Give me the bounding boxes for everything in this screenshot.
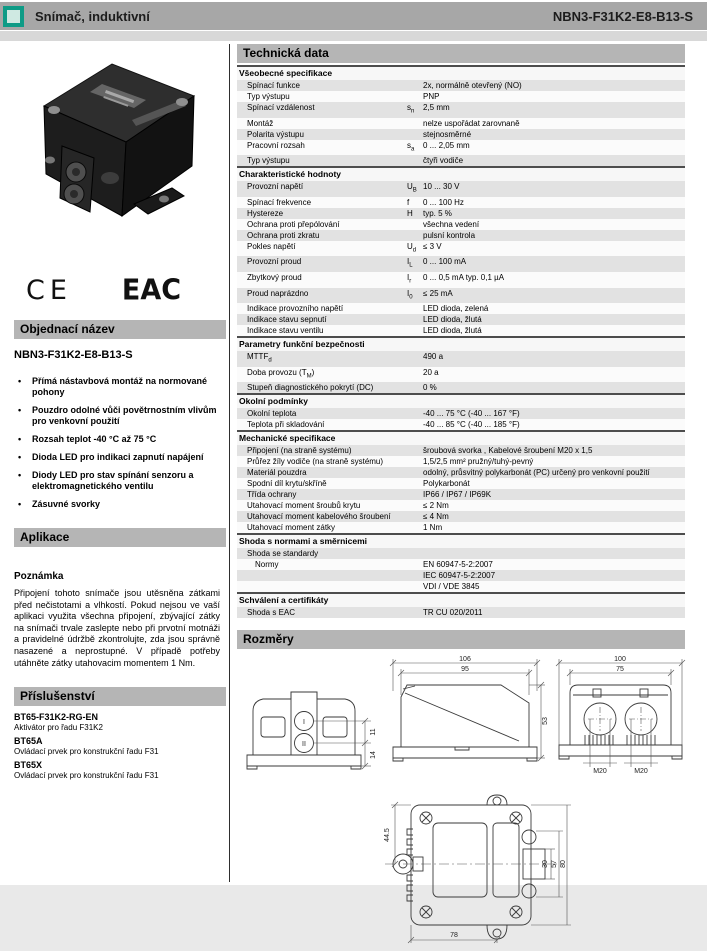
table-row [237, 559, 685, 570]
row-value: čtyři vodiče [423, 156, 464, 166]
table-row [237, 456, 685, 467]
row-label: Polarita výstupu [247, 129, 304, 139]
svg-text:M20: M20 [593, 768, 607, 776]
table-section-header: Parametry funkční bezpečnosti [237, 336, 685, 351]
row-value: -40 ... 85 °C (-40 ... 185 °F) [423, 420, 520, 430]
row-value: 0 ... 2,05 mm [423, 140, 470, 150]
row-label: Utahovací moment šroubů krytu [247, 501, 361, 511]
row-value: ≤ 3 V [423, 241, 442, 251]
row-label: Spínací vzdálenost [247, 103, 315, 112]
row-label: Hystereze [247, 208, 284, 218]
row-symbol [407, 522, 421, 533]
table-row [237, 511, 685, 522]
svg-text:14: 14 [370, 751, 377, 760]
row-symbol: $I_0$ [407, 288, 413, 301]
row-symbol [407, 607, 421, 618]
row-label [237, 570, 407, 581]
note-title: Poznámka [14, 571, 64, 582]
row-label: Ochrana proti zkratu [247, 230, 320, 240]
row-label: Utahovací moment zátky [247, 523, 336, 533]
row-value: LED dioda, žlutá [423, 326, 482, 336]
brand-logo-icon [3, 6, 24, 27]
table-row [237, 155, 685, 166]
table-row [237, 102, 685, 118]
table-row [237, 489, 685, 500]
accessory-description: Ovládací prvek pro konstrukční řadu F31 [14, 771, 159, 781]
page-title: Snímač, induktivní [35, 8, 150, 24]
row-value: ≤ 25 mA [423, 288, 453, 298]
row-symbol [407, 559, 421, 570]
table-row [237, 522, 685, 533]
row-symbol: $I_r$ [407, 272, 412, 285]
table-row [237, 607, 685, 618]
accessory-code: BT65X [14, 760, 43, 771]
row-value: PNP [423, 92, 440, 101]
row-label: Ochrana proti přepólování [247, 219, 340, 229]
row-label: Provozní proud [247, 257, 302, 267]
svg-text:M20: M20 [634, 768, 648, 776]
row-symbol [407, 467, 421, 478]
row-label: Typ výstupu [247, 92, 290, 101]
ordering-code: NBN3-F31K2-E8-B13-S [14, 349, 133, 361]
feature-item: • Diody LED pro stav spínání senzoru a elektromagnetického ventilu [16, 470, 226, 492]
table-row [237, 581, 685, 592]
row-value: VDI / VDE 3845 [423, 582, 480, 592]
row-value: typ. 5 % [423, 208, 452, 218]
row-symbol [407, 118, 421, 129]
accessory-code: BT65-F31K2-RG-EN [14, 712, 99, 723]
row-label: Materiál pouzdra [247, 468, 307, 478]
svg-text:106: 106 [459, 656, 471, 664]
row-symbol [407, 80, 421, 91]
table-row [237, 500, 685, 511]
row-symbol [407, 478, 421, 489]
row-value: pulsní kontrola [423, 230, 476, 240]
row-value: stejnosměrné [423, 129, 472, 139]
section-heading-ordering: Objednací název [14, 320, 226, 339]
table-row [237, 367, 685, 383]
row-value: 20 a [423, 367, 439, 377]
row-symbol: $U_B$ [407, 182, 417, 194]
row-value: všechna vedení [423, 219, 480, 229]
row-label: Normy [255, 560, 279, 570]
row-label: Provozní napětí [247, 182, 304, 192]
svg-text:30: 30 [542, 860, 549, 869]
row-symbol [407, 230, 421, 241]
table-row [237, 230, 685, 241]
feature-item: • Zásuvné svorky [16, 499, 226, 510]
row-symbol [407, 511, 421, 522]
row-symbol [407, 548, 421, 559]
row-symbol [407, 408, 421, 419]
row-symbol [407, 500, 421, 511]
table-row [237, 570, 685, 581]
row-label: Teplota při skladování [247, 420, 325, 430]
row-value: LED dioda, žlutá [423, 315, 482, 325]
table-row [237, 419, 685, 430]
feature-list [16, 376, 226, 510]
svg-text:80: 80 [560, 860, 567, 869]
svg-text:53: 53 [542, 717, 549, 726]
table-row [237, 478, 685, 489]
row-value: Polykarbonát [423, 479, 470, 489]
row-label: Spínací frekvence [247, 197, 312, 207]
row-value: IEC 60947-5-2:2007 [423, 571, 496, 581]
row-symbol [407, 367, 421, 383]
row-value: 0 % [423, 383, 437, 393]
row-label: Montáž [247, 118, 274, 128]
row-label: Proud naprázdno [247, 288, 309, 298]
product-photo [14, 44, 212, 264]
table-section-header: Charakteristické hodnoty [237, 166, 685, 181]
table-row [237, 91, 685, 102]
ce-mark: CE [26, 275, 72, 306]
row-value: odolný, průsvitný polykarbonát (PC) určený pro venkovní použití [423, 468, 650, 478]
right-column [237, 44, 685, 951]
row-symbol [407, 325, 421, 336]
table-row [237, 467, 685, 478]
dimension-drawings [237, 651, 685, 951]
svg-text:I: I [303, 719, 305, 727]
row-symbol [407, 489, 421, 500]
row-label: Pracovní rozsah [247, 140, 305, 150]
technical-table [237, 65, 685, 618]
column-divider [229, 44, 230, 882]
row-label: Shoda s EAC [247, 608, 296, 618]
section-heading-accessories: Příslušenství [14, 687, 226, 706]
row-value: ≤ 4 Nm [423, 512, 449, 522]
section-heading-dimensions: Rozměry [237, 630, 685, 649]
row-symbol [407, 570, 421, 581]
row-symbol: f [407, 197, 410, 207]
row-label: Průřez žíly vodiče (na straně systému) [247, 457, 384, 467]
svg-text:95: 95 [461, 666, 469, 674]
table-row [237, 351, 685, 367]
table-row [237, 548, 685, 559]
table-section-header: Shoda s normami a směrnicemi [237, 533, 685, 548]
feature-item: • Přímá nástavbová montáž na normované pohony [16, 376, 226, 398]
row-label: Spodní díl krytu/skříně [247, 479, 327, 489]
row-value: LED dioda, zelená [423, 304, 489, 314]
table-row [237, 445, 685, 456]
row-label: Doba provozu $(T_M)$ [247, 367, 315, 380]
page-header [0, 2, 707, 30]
row-value [421, 548, 685, 559]
row-value: 1 Nm [423, 523, 443, 533]
row-label: Pokles napětí [247, 241, 296, 251]
row-symbol [407, 382, 421, 393]
row-label: Shoda se standardy [247, 549, 319, 559]
row-label: Typ výstupu [247, 156, 290, 166]
table-section-header: Okolní podmínky [237, 393, 685, 408]
row-symbol: $U_d$ [407, 241, 417, 254]
table-row [237, 208, 685, 219]
table-section-header: Schválení a certifikáty [237, 592, 685, 607]
table-row [237, 314, 685, 325]
feature-item: • Pouzdro odolné vůči povětrnostním vlivům pro venkovní použití [16, 405, 226, 427]
svg-text:11: 11 [370, 728, 377, 736]
note-text: Připojení tohoto snímače jsou utěsněna zátkami před nečistotami a vlhkostí. Pokud nejsou ve vaší aplikaci využita všechna připojení, zbývající zátky na snímači trvale zaslepte nebo při prvotní motnáži a pravidelné údržbě zkontrolujte, zda jsou správně nasazené a neprostupné. V případě potřeby utáhněte zátky utahovacim momentem 1 Nm. [14, 588, 220, 668]
row-symbol: H [407, 208, 413, 218]
row-label: Připojení (na straně systému) [247, 446, 352, 456]
table-row [237, 303, 685, 314]
row-value: 2,5 mm [423, 103, 450, 112]
table-row [237, 80, 685, 91]
table-row [237, 288, 685, 304]
table-row [237, 118, 685, 129]
table-row [237, 197, 685, 208]
row-label: Třída ochrany [247, 490, 297, 500]
product-photo-illustration [14, 44, 212, 264]
row-value: IP66 / IP67 / IP69K [423, 490, 492, 500]
row-label: Stupeň diagnostického pokrytí (DC) [247, 383, 374, 393]
table-section-header: Všeobecné specifikace [237, 65, 685, 80]
row-symbol [407, 155, 421, 166]
drawing-side-main [385, 655, 549, 787]
row-label: Indikace stavu ventilu [247, 326, 324, 336]
svg-text:100: 100 [614, 656, 626, 664]
row-value: ≤ 2 Nm [423, 501, 449, 511]
row-label: Indikace stavu sepnutí [247, 315, 327, 325]
row-symbol: $s_n$ [407, 103, 415, 115]
feature-item: • Rozsah teplot -40 °C až 75 °C [16, 434, 226, 445]
row-label: Indikace provozního napětí [247, 304, 344, 314]
row-symbol [407, 419, 421, 430]
header-substrip [0, 31, 707, 41]
table-row [237, 241, 685, 257]
table-row [237, 129, 685, 140]
row-value: 0 ... 100 mA [423, 257, 467, 267]
row-symbol [407, 303, 421, 314]
row-symbol [407, 129, 421, 140]
row-value: 0 ... 100 Hz [423, 197, 464, 207]
table-row [237, 325, 685, 336]
row-value: šroubová svorka , Kabelové šroubení M20 x 1,5 [423, 446, 593, 456]
row-value: 2x, normálně otevřený (NO) [423, 81, 522, 90]
svg-text:44.5: 44.5 [384, 828, 391, 843]
table-row [237, 181, 685, 197]
drawing-top [369, 791, 577, 949]
row-value: -40 ... 75 °C (-40 ... 167 °F) [423, 409, 520, 419]
row-label: Zbytkový proud [247, 272, 302, 282]
table-row [237, 272, 685, 288]
accessory-code: BT65A [14, 736, 43, 747]
drawing-side-left [241, 665, 381, 787]
section-heading-application: Aplikace [14, 528, 226, 547]
row-symbol [407, 456, 421, 467]
row-label: Okolní teplota [247, 409, 297, 419]
row-symbol [407, 314, 421, 325]
row-value: TR CU 020/2011 [423, 608, 483, 618]
table-row [237, 382, 685, 393]
table-row [237, 408, 685, 419]
row-label [237, 581, 407, 592]
certification-marks [26, 268, 226, 307]
row-symbol: $I_L$ [407, 257, 413, 269]
row-value: 0 ... 0,5 mA typ. 0,1 µA [423, 272, 505, 282]
row-value: 10 ... 30 V [423, 182, 460, 192]
section-heading-technical: Technická data [237, 44, 685, 63]
row-symbol [407, 91, 421, 102]
row-label: Utahovací moment kabelového šroubení [247, 512, 391, 522]
drawing-front [553, 655, 689, 787]
svg-text:78: 78 [450, 932, 458, 940]
table-row [237, 256, 685, 272]
row-label: Spínací funkce [247, 81, 300, 90]
row-symbol: $s_a$ [407, 140, 415, 153]
header-product-code: NBN3-F31K2-E8-B13-S [552, 8, 693, 24]
table-row [237, 219, 685, 230]
row-value: EN 60947-5-2:2007 [423, 560, 493, 570]
accessories-list [14, 712, 226, 780]
accessory-description: Aktivátor pro řadu F31K2 [14, 723, 103, 733]
left-column [14, 44, 226, 780]
row-value: 1,5/2,5 mm² pružný/tuhý-pevný [423, 457, 534, 467]
row-value: nelze uspořádat zarovnaně [423, 118, 520, 128]
eac-mark: EAC [121, 274, 182, 307]
accessory-description: Ovládací prvek pro konstrukční řadu F31 [14, 747, 159, 757]
row-symbol [407, 445, 421, 456]
svg-text:57: 57 [551, 860, 558, 869]
table-row [237, 140, 685, 156]
row-symbol [407, 351, 421, 367]
row-label: $MTTF_d$ [247, 352, 272, 364]
feature-item: • Dioda LED pro indikaci zapnutí napájení [16, 452, 226, 463]
svg-text:75: 75 [616, 666, 624, 674]
row-symbol [407, 219, 421, 230]
row-value: 490 a [423, 352, 444, 362]
svg-text:II: II [302, 741, 306, 749]
row-symbol [407, 581, 421, 592]
table-section-header: Mechanické specifikace [237, 430, 685, 445]
